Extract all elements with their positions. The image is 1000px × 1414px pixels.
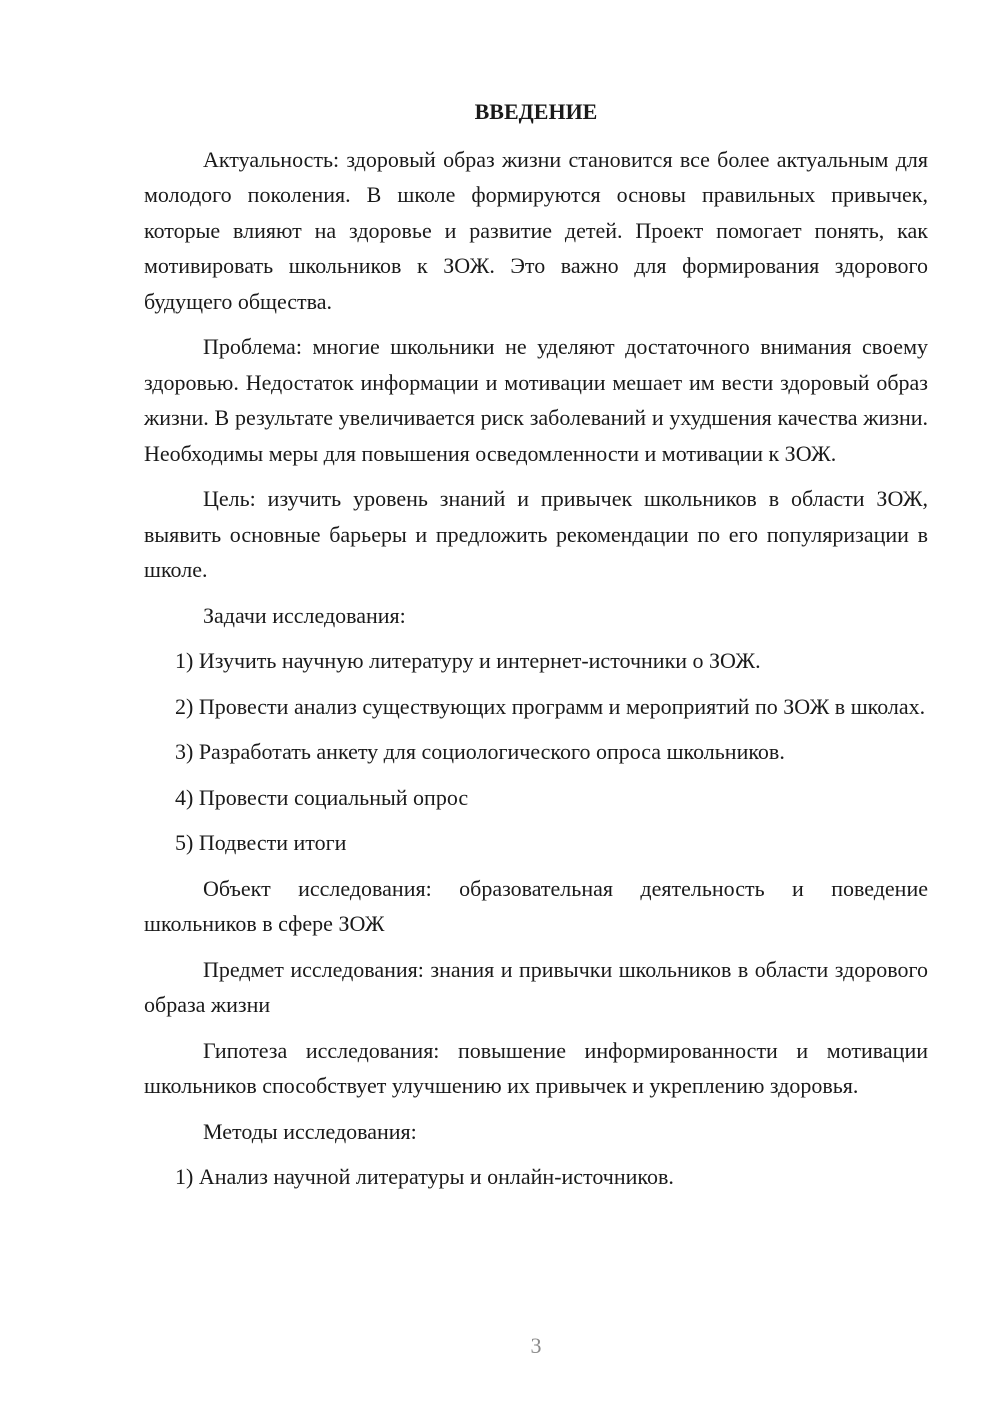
task-item: 4) Провести социальный опрос xyxy=(175,784,469,810)
relevance-paragraph: Актуальность: здоровый образ жизни становится все более актуальным для молодого поколения. В школе формируются основы правильных привычек, которые влияют на здоровье и развитие детей. Проект помогает понять, как мотивировать школьников к ЗОЖ. Это важно для формирования здорового будущего общества. xyxy=(144,146,928,314)
problem-paragraph: Проблема: многие школьники не уделяют достаточного внимания своему здоровью. Недостаток информации и мотивации мешает им вести здоровый образ жизни. В результате увеличивается риск заболеваний и ухудшения качества жизни. Необходимы меры для повышения осведомленности и мотивации к ЗОЖ. xyxy=(144,334,928,466)
document-page xyxy=(144,94,928,1205)
task-item: 5) Подвести итоги xyxy=(175,830,347,855)
section-title: ВВЕДЕНИЕ xyxy=(474,99,598,124)
goal-paragraph: Цель: изучить уровень знаний и привычек школьников в области ЗОЖ, выявить основные барьеры и предложить рекомендации по его популяризации в школе. xyxy=(144,486,928,582)
hypothesis-paragraph: Гипотеза исследования: повышение информированности и мотивации школьников способствует улучшению их привычек и укреплению здоровья. xyxy=(144,1037,928,1098)
task-item: 3) Разработать анкету для социологического опроса школьников. xyxy=(175,739,785,764)
page-number: 3 xyxy=(530,1333,542,1358)
methods-heading: Методы исследования: xyxy=(203,1118,417,1144)
task-item: 2) Провести анализ существующих программ и мероприятий по ЗОЖ в школах. xyxy=(175,693,926,719)
method-item: 1) Анализ научной литературы и онлайн-источников. xyxy=(175,1164,674,1189)
subject-paragraph: Предмет исследования: знания и привычки школьников в области здорового образа жизни xyxy=(144,956,928,1017)
object-paragraph: Объект исследования: образовательная деятельность и поведение школьников в сфере ЗОЖ xyxy=(144,875,928,936)
task-item: 1) Изучить научную литературу и интернет-источники о ЗОЖ. xyxy=(175,648,761,673)
tasks-heading: Задачи исследования: xyxy=(203,602,406,628)
